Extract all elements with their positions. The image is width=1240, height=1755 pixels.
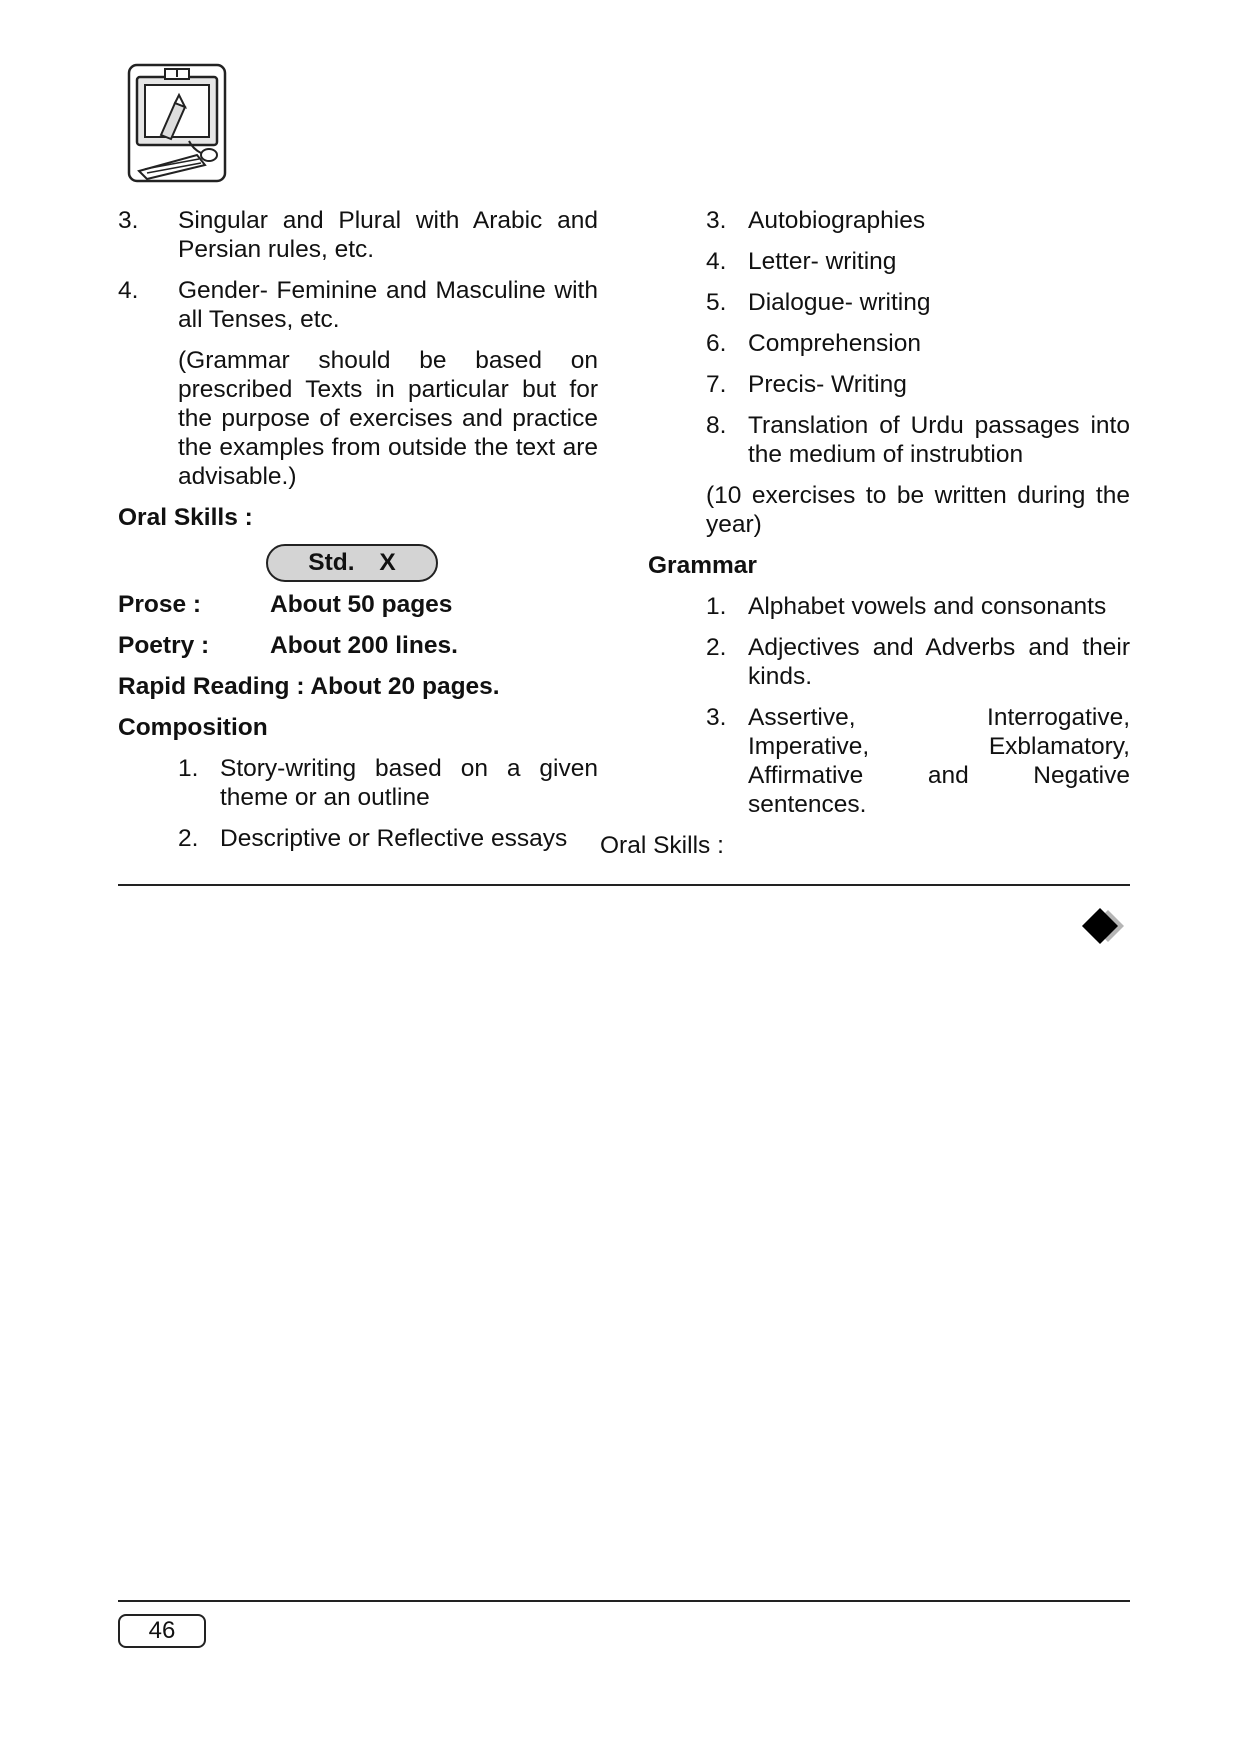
std-badge: Std. X (266, 544, 438, 582)
item-number: 7. (706, 371, 727, 398)
poetry-value: About 200 lines. (270, 632, 458, 659)
list-item (648, 633, 1130, 691)
list-item (648, 206, 1130, 235)
list-item (118, 754, 598, 812)
item-text: Descriptive or Reflective essays (220, 825, 568, 852)
list-item (648, 370, 1130, 399)
item-number: 8. (706, 412, 727, 439)
item-number: 6. (706, 330, 727, 357)
item-number: 3. (118, 207, 139, 234)
item-text: Gender- Feminine and Masculine with all Tenses, etc. (178, 277, 598, 333)
item-number: 3. (706, 704, 727, 731)
item-text: Comprehension (748, 330, 921, 357)
item-number: 2. (706, 634, 727, 661)
item-text: Singular and Plural with Arabic and Persian rules, etc. (178, 207, 598, 263)
list-item (648, 288, 1130, 317)
item-text: Autobiographies (748, 207, 926, 234)
footer-divider (118, 1600, 1130, 1602)
prose-row (118, 590, 598, 619)
item-number: 3. (706, 207, 727, 234)
rapid-reading: Rapid Reading : About 20 pages. (118, 673, 500, 700)
computer-pencil-logo-icon (127, 63, 227, 183)
item-text: Assertive, Interrogative, Imperative, Exblamatory, Affirmative and Negative sentences. (748, 704, 1130, 818)
grammar-heading: Grammar (648, 552, 757, 579)
item-text: Alphabet vowels and consonants (748, 593, 1107, 620)
item-text: Adjectives and Adverbs and their kinds. (748, 634, 1130, 690)
left-column (118, 206, 598, 865)
item-number: 4. (118, 277, 139, 304)
poetry-row (118, 631, 598, 660)
section-divider (118, 884, 1130, 886)
composition-heading: Composition (118, 714, 268, 741)
prose-value: About 50 pages (270, 591, 453, 618)
item-text: Story-writing based on a given theme or an outline (220, 755, 598, 811)
poetry-label: Poetry : (118, 632, 210, 659)
right-column (600, 206, 1130, 872)
item-text: Letter- writing (748, 248, 897, 275)
page-number: 46 (118, 1614, 206, 1648)
item-text: Precis- Writing (748, 371, 907, 398)
oral-skills-heading-right: Oral Skills : (600, 832, 724, 859)
list-item (118, 276, 598, 334)
item-number: 1. (706, 593, 727, 620)
item-text: Translation of Urdu passages into the medium of instrubtion (748, 412, 1130, 468)
list-item (648, 703, 1130, 819)
list-item (648, 592, 1130, 621)
list-item (118, 824, 598, 853)
item-number: 4. (706, 248, 727, 275)
item-number: 5. (706, 289, 727, 316)
exercises-note: (10 exercises to be written during the year) (706, 482, 1130, 538)
list-item (648, 247, 1130, 276)
diamond-ornament-icon (1068, 906, 1132, 946)
prose-label: Prose : (118, 591, 202, 618)
item-text: Dialogue- writing (748, 289, 931, 316)
grammar-note: (Grammar should be based on prescribed Texts in particular but for the purpose of exercises and practice the examples from outside the text are advisable.) (178, 347, 598, 490)
list-item (648, 411, 1130, 469)
oral-skills-heading: Oral Skills : (118, 504, 253, 531)
item-number: 1. (178, 755, 199, 782)
list-item (118, 206, 598, 264)
list-item (648, 329, 1130, 358)
item-number: 2. (178, 825, 199, 852)
